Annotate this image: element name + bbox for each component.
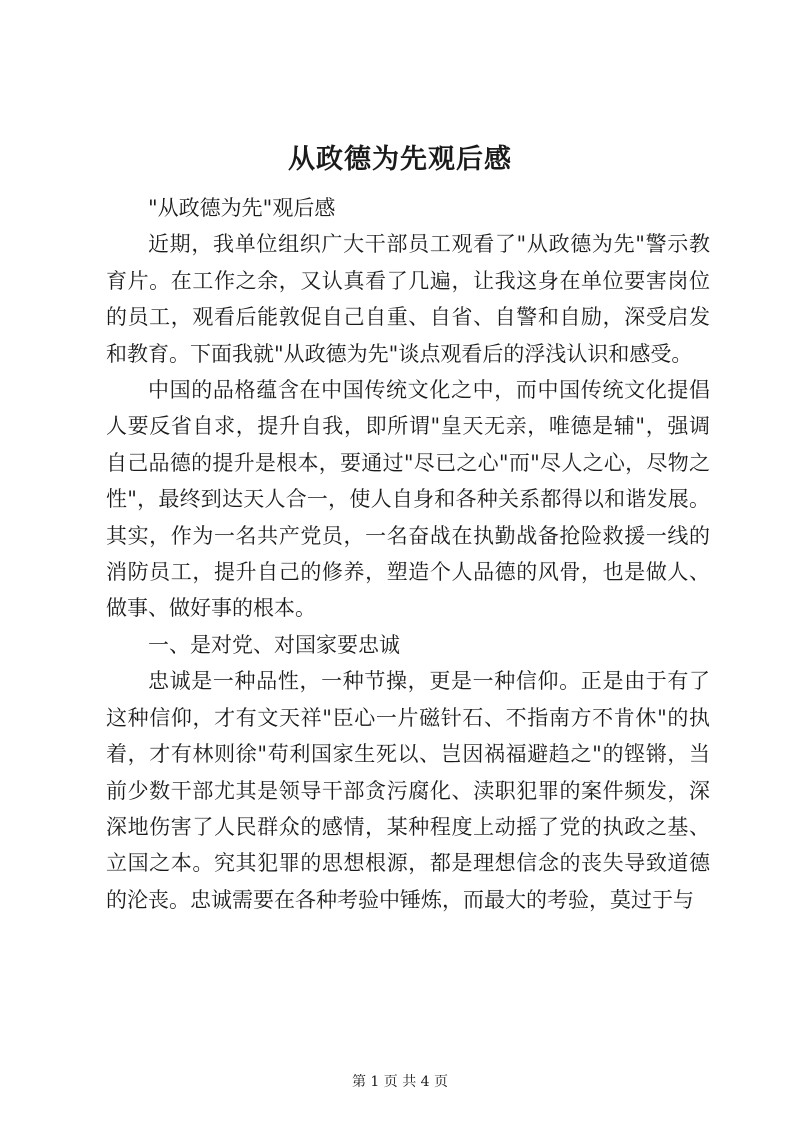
paragraph-subtitle: "从政德为先"观后感 (148, 196, 336, 220)
page-number-footer: 第 1 页 共 4 页 (351, 1074, 449, 1090)
document-title: 从政德为先观后感 (288, 144, 512, 175)
paragraph-culture: 中国的品格蕴含在中国传统文化之中，而中国传统文化提倡人要反省自求，提升自我，即所谓"皇天无亲，唯德是辅"，强调自己品德的提升是根本，要通过"尽已之心"而"尽人之心，尽物之性"，最终到达天人合一，使人自身和各种关系都得以和谐发展。其实，作为一名共产党员，一名奋战在执勤战备抢险救援一线的消防员工，提升自己的修养，塑造个人品德的风骨，也是做人、做事、做好事的根本。 (106, 378, 710, 621)
document-body (106, 190, 710, 918)
paragraph-loyalty: 忠诚是一种品性，一种节操，更是一种信仰。正是由于有了这种信仰，才有文天祥"臣心一片磁针石、不指南方不肯休"的执着，才有林则徐"苟利国家生死以、岂因祸福避趋之"的铿锵，当前少数干部尤其是领导干部贪污腐化、渎职犯罪的案件频发，深深地伤害了人民群众的感情，某种程度上动摇了党的执政之基、立国之本。究其犯罪的思想根源，都是理想信念的丧失导致道德的沦丧。忠诚需要在各种考验中锤炼，而最大的考验，莫过于与 (106, 669, 710, 912)
paragraph-intro: 近期，我单位组织广大干部员工观看了"从政德为先"警示教育片。在工作之余，又认真看了几遍，让我这身在单位要害岗位的员工，观看后能敦促自己自重、自省、自警和自励，深受启发和教育。下面我就"从政德为先"谈点观看后的浮浅认识和感受。 (106, 232, 710, 366)
section-heading-loyalty: 一、是对党、对国家要忠诚 (148, 632, 400, 657)
